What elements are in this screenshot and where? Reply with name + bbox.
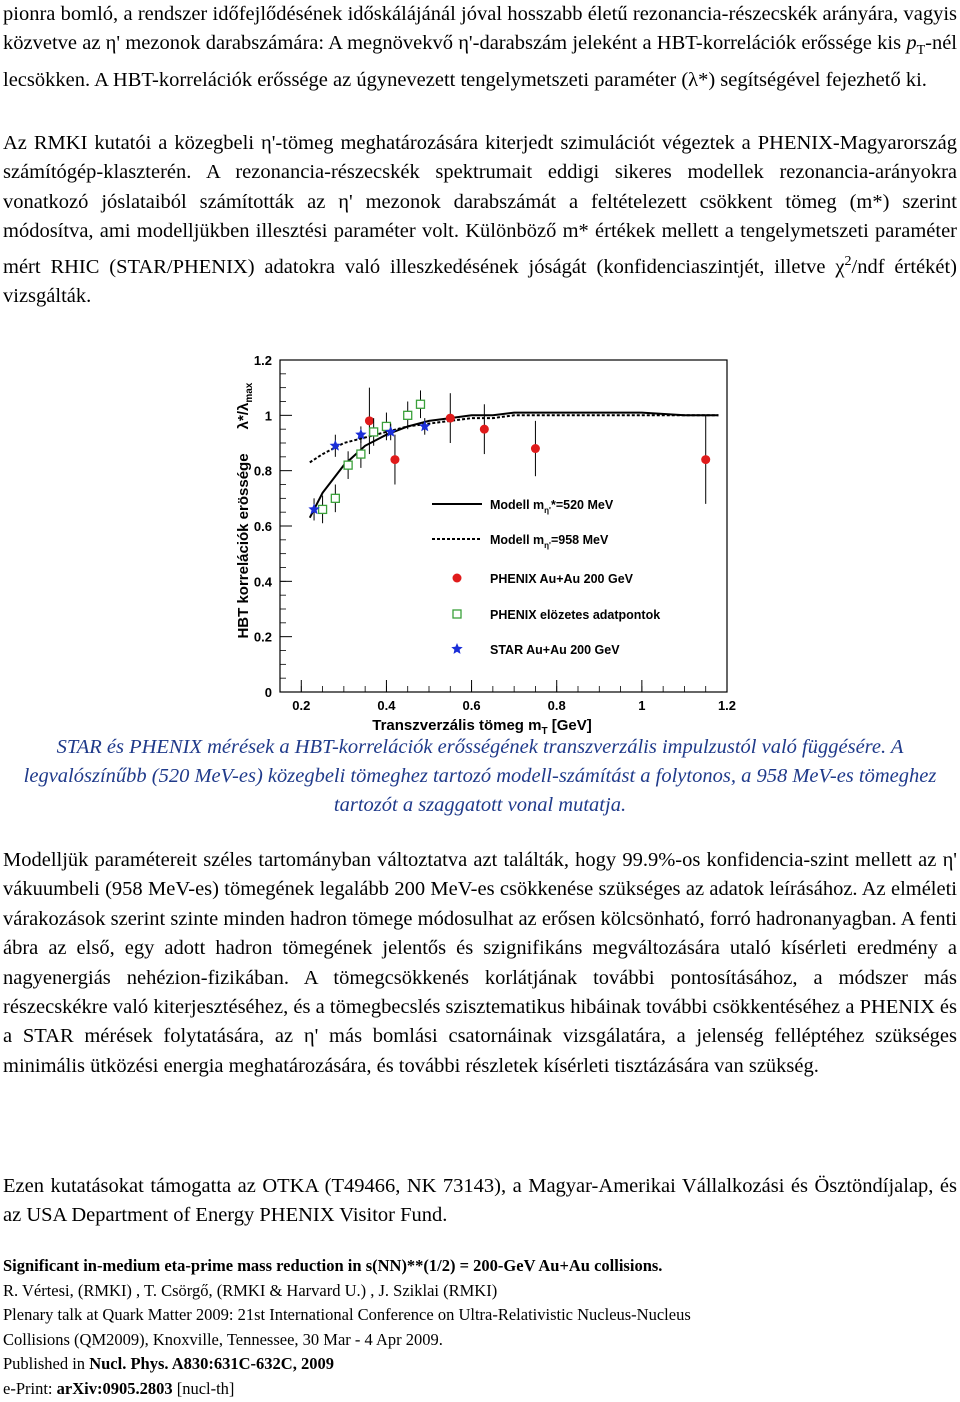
phenix-preliminary-point — [382, 422, 390, 430]
y-tick-label: 0.6 — [253, 519, 272, 534]
reference-authors: R. Vértesi, (RMKI) , T. Csörgő, (RMKI & Harvard U.) , J. Sziklai (RMKI) — [3, 1280, 498, 1300]
paragraph-results: Modelljük paramétereit széles tartományban változtatva azt találták, hogy 99.9%-os konfidencia-szint mellett az η' vákuumbeli (958 MeV-es) tömegének legalább 200 MeV-es csökkenése szükséges az adatok leírásához. Az elméleti várakozások szerint szinte minden hadron tömege módosulhat az erősen kölcsönható, forró hadronanyagban. A fenti ábra az első, egy adott hadron tömegének jelentős és szignifikáns megváltozására utaló kísérleti eredmény a nagyenergiás nehézion-fizikában. A tömegcsökkenés korlátjának további pontosításához, a módszer más részecskékre való kiterjesztéséhez, és a tömegbecslés szisztematikus hibáinak további csökkentéséhez a PHENIX és a STAR mérések folytatására, az η' más bomlási csatornáinak vizsgálatára, a jelenség felléptéhez szükséges minimális ütközési energia meghatározására, és további részletek kísérleti tisztázására van szükség. — [3, 849, 957, 1077]
phenix-preliminary-point — [404, 411, 412, 419]
phenix-point — [446, 414, 455, 423]
eprint-suffix: [nucl-th] — [172, 1378, 235, 1398]
legend-marker — [451, 643, 462, 654]
phenix-preliminary-point — [331, 494, 339, 502]
paragraph-simulation: Az RMKI kutatói a közegbeli η'-tömeg meghatározására kiterjedt szimulációt végeztek a PHENIX-Magyarország számítógép-klaszterén. A rezonancia-részecskék spektrumait eddigi sikeres modellek rezonancia-arányokra vonatkozó jóslataiból számították az η' mezonok darabszámát a feltételezett csökkent tömeg (m*) szerint módosítva, ami modelljükben illesztési paraméter volt. Különböző m* értékek mellett a tengelymetszeti paraméter mért RHIC (STAR/PHENIX) adatokra való illeszkedésének jóságát (konfidenciaszintjét, illetve $\chi^2$/ndf értékét) vizsgálták. — [3, 132, 957, 307]
reference-talk-line1: Plenary talk at Quark Matter 2009: 21st International Conference on Ultra-Relativistic Nucleus-Nucleus — [3, 1305, 691, 1325]
eprint-link[interactable]: arXiv:0905.2803 — [56, 1378, 173, 1398]
legend-label: PHENIX elözetes adatpontok — [490, 608, 661, 622]
legend-label: Modell $m_{\eta'}=958$ MeV — [490, 533, 609, 550]
published-prefix: Published in — [3, 1354, 90, 1374]
reference-title: Significant in-medium eta-prime mass reduction in s(NN)**(1/2) = 200-GeV Au+Au collisions. — [3, 1256, 663, 1275]
x-tick-label: 0.6 — [462, 698, 481, 713]
phenix-preliminary-point — [416, 400, 424, 408]
x-tick-label: 0.2 — [292, 698, 311, 713]
y-tick-label: 1.2 — [253, 353, 272, 368]
phenix-point — [390, 455, 399, 464]
y-tick-label: 1 — [264, 408, 272, 424]
hbt-chart — [222, 346, 742, 736]
y-tick-label: 0 — [264, 685, 272, 700]
x-tick-label: 0.4 — [377, 698, 396, 713]
y-axis-label: HBT korrelációk erössége — [235, 453, 252, 639]
phenix-preliminary-point — [357, 450, 365, 458]
x-axis-label: Transzverzális tömeg $m_T$ [GeV] — [372, 717, 592, 736]
x-tick-label: 1.2 — [717, 698, 737, 713]
phenix-preliminary-point — [370, 428, 378, 436]
phenix-preliminary-point — [319, 505, 327, 513]
x-tick-label: 0.8 — [547, 698, 566, 713]
reference-published — [3, 1352, 957, 1377]
phenix-point — [701, 455, 710, 464]
y-tick-label: 0.4 — [253, 574, 272, 590]
reference-talk-line2: Collisions (QM2009), Knoxville, Tennessee, 30 Mar - 4 Apr 2009. — [3, 1329, 443, 1349]
phenix-point — [365, 416, 374, 425]
legend-label: Modell $m_{\eta'}*=520$ MeV — [490, 498, 614, 515]
phenix-point — [480, 425, 489, 434]
legend-label: STAR Au+Au 200 GeV — [490, 643, 620, 657]
reference-block — [3, 1254, 957, 1402]
phenix-preliminary-point — [344, 461, 352, 469]
paragraph-funding: Ezen kutatásokat támogatta az OTKA (T49466, NK 73143), a Magyar-Amerikai Vállalkozási és Ösztöndíjalap, és az USA Department of Energy PHENIX Visitor Fund. — [3, 1175, 957, 1227]
x-tick-label: 1 — [638, 698, 646, 713]
y-tick-label: 0.8 — [253, 463, 272, 479]
figure-caption: STAR és PHENIX mérések a HBT-korrelációk erősségének transzverzális impulzustól való függésére. A legvalószínűbb (520 MeV-es) közegbeli tömeghez tartozó modell-számítást a folytonos, a 958 MeV-es tömeghez tartozót a szaggatott vonal mutatja. — [23, 736, 937, 816]
y-axis-label-ratio: $\lambda*/\lambda_{max}$ — [235, 382, 255, 430]
journal-reference: Nucl. Phys. A830:631C-632C, 2009 — [89, 1354, 334, 1374]
legend-label: PHENIX Au+Au 200 GeV — [490, 572, 633, 586]
paragraph-intro: pionra bomló, a rendszer időfejlődésének időskálájánál jóval hosszabb életű rezonancia-részecskék arányára, vagyis közvetve az η' mezonok darabszámára: A megnövekvő η'-darabszám jeleként a HBT-korrelációk erőssége kis $p_T$-nél lecsökken. A HBT-korrelációk erőssége az úgynevezett tengelymetszeti paraméter (λ*) segítségével fejezhető ki. — [3, 3, 957, 91]
legend-marker — [453, 610, 461, 618]
legend-marker — [453, 574, 462, 583]
reference-eprint — [3, 1377, 957, 1402]
eprint-prefix: e-Print: — [3, 1378, 57, 1398]
y-tick-label: 0.2 — [253, 629, 272, 645]
phenix-point — [531, 444, 540, 453]
